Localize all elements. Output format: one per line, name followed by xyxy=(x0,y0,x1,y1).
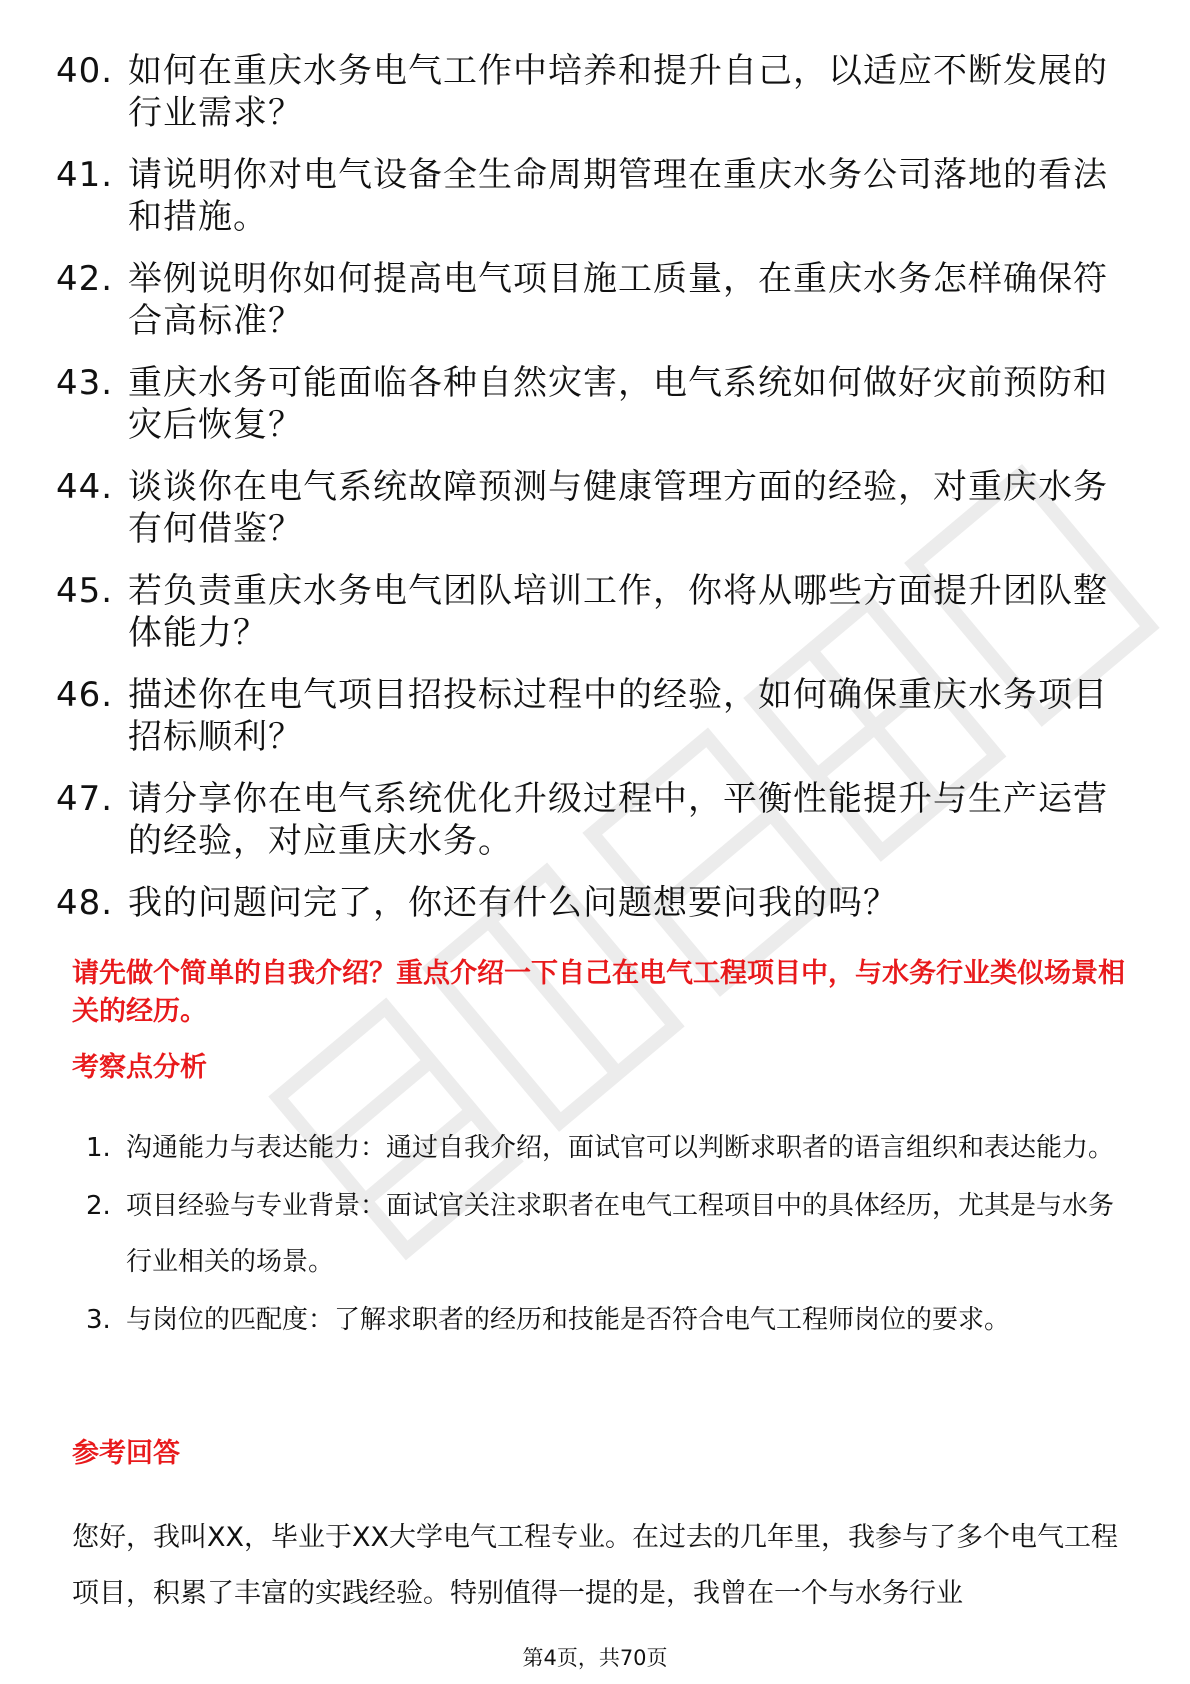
list-item xyxy=(56,466,1136,550)
reference-answer: 您好，我叫XX，毕业于XX大学电气工程专业。在过去的几年里，我参与了多个电气工程项目，积累了丰富的实践经验。特别值得一提的是，我曾在一个与水务行业 xyxy=(72,1522,1118,1609)
question-text: 如何在重庆水务电气工作中培养和提升自己，以适应不断发展的行业需求？ xyxy=(128,51,1108,133)
question-text: 我的问题问完了，你还有什么问题想要问我的吗？ xyxy=(128,883,898,923)
analysis-list xyxy=(86,1120,1126,1350)
question-text: 描述你在电气项目招投标过程中的经验，如何确保重庆水务项目招标顺利？ xyxy=(128,675,1108,757)
list-item xyxy=(56,570,1136,654)
question-number: 45. xyxy=(56,571,114,611)
question-number: 47. xyxy=(56,779,114,819)
analysis-text: 与岗位的匹配度：了解求职者的经历和技能是否符合电气工程师岗位的要求。 xyxy=(126,1305,1011,1335)
question-text: 重庆水务可能面临各种自然灾害，电气系统如何做好灾前预防和灾后恢复？ xyxy=(128,363,1108,445)
list-item xyxy=(56,778,1136,862)
list-item xyxy=(86,1292,1126,1348)
list-item xyxy=(56,154,1136,238)
list-item xyxy=(86,1178,1126,1290)
analysis-heading: 考察点分析 xyxy=(72,1052,207,1083)
analysis-text: 项目经验与专业背景：面试官关注求职者在电气工程项目中的具体经历，尤其是与水务行业相关的场景。 xyxy=(126,1191,1115,1277)
question-number: 41. xyxy=(56,155,114,195)
list-item xyxy=(86,1120,1126,1176)
featured-question: 请先做个简单的自我介绍？重点介绍一下自己在电气工程项目中，与水务行业类似场景相关的经历。 xyxy=(72,958,1125,1027)
page-footer: 第4页，共70页 xyxy=(522,1646,668,1670)
question-text: 请分享你在电气系统优化升级过程中，平衡性能提升与生产运营的经验，对应重庆水务。 xyxy=(128,779,1108,861)
list-item xyxy=(56,674,1136,758)
question-text: 谈谈你在电气系统故障预测与健康管理方面的经验，对重庆水务有何借鉴？ xyxy=(128,467,1108,549)
list-item xyxy=(56,882,1136,924)
analysis-number: 3. xyxy=(86,1305,111,1335)
question-text: 若负责重庆水务电气团队培训工作，你将从哪些方面提升团队整体能力？ xyxy=(128,571,1108,653)
list-item xyxy=(56,258,1136,342)
question-text: 请说明你对电气设备全生命周期管理在重庆水务公司落地的看法和措施。 xyxy=(128,155,1108,237)
analysis-text: 沟通能力与表达能力：通过自我介绍，面试官可以判断求职者的语言组织和表达能力。 xyxy=(126,1133,1115,1163)
question-number: 42. xyxy=(56,259,114,299)
analysis-number: 1. xyxy=(86,1133,111,1163)
question-number: 44. xyxy=(56,467,114,507)
question-list xyxy=(56,50,1136,944)
analysis-number: 2. xyxy=(86,1191,111,1221)
question-text: 举例说明你如何提高电气项目施工质量，在重庆水务怎样确保符合高标准？ xyxy=(128,259,1108,341)
list-item xyxy=(56,362,1136,446)
question-number: 46. xyxy=(56,675,114,715)
reference-heading: 参考回答 xyxy=(72,1438,180,1469)
question-number: 40. xyxy=(56,51,114,91)
question-number: 43. xyxy=(56,363,114,403)
question-number: 48. xyxy=(56,883,114,923)
list-item xyxy=(56,50,1136,134)
